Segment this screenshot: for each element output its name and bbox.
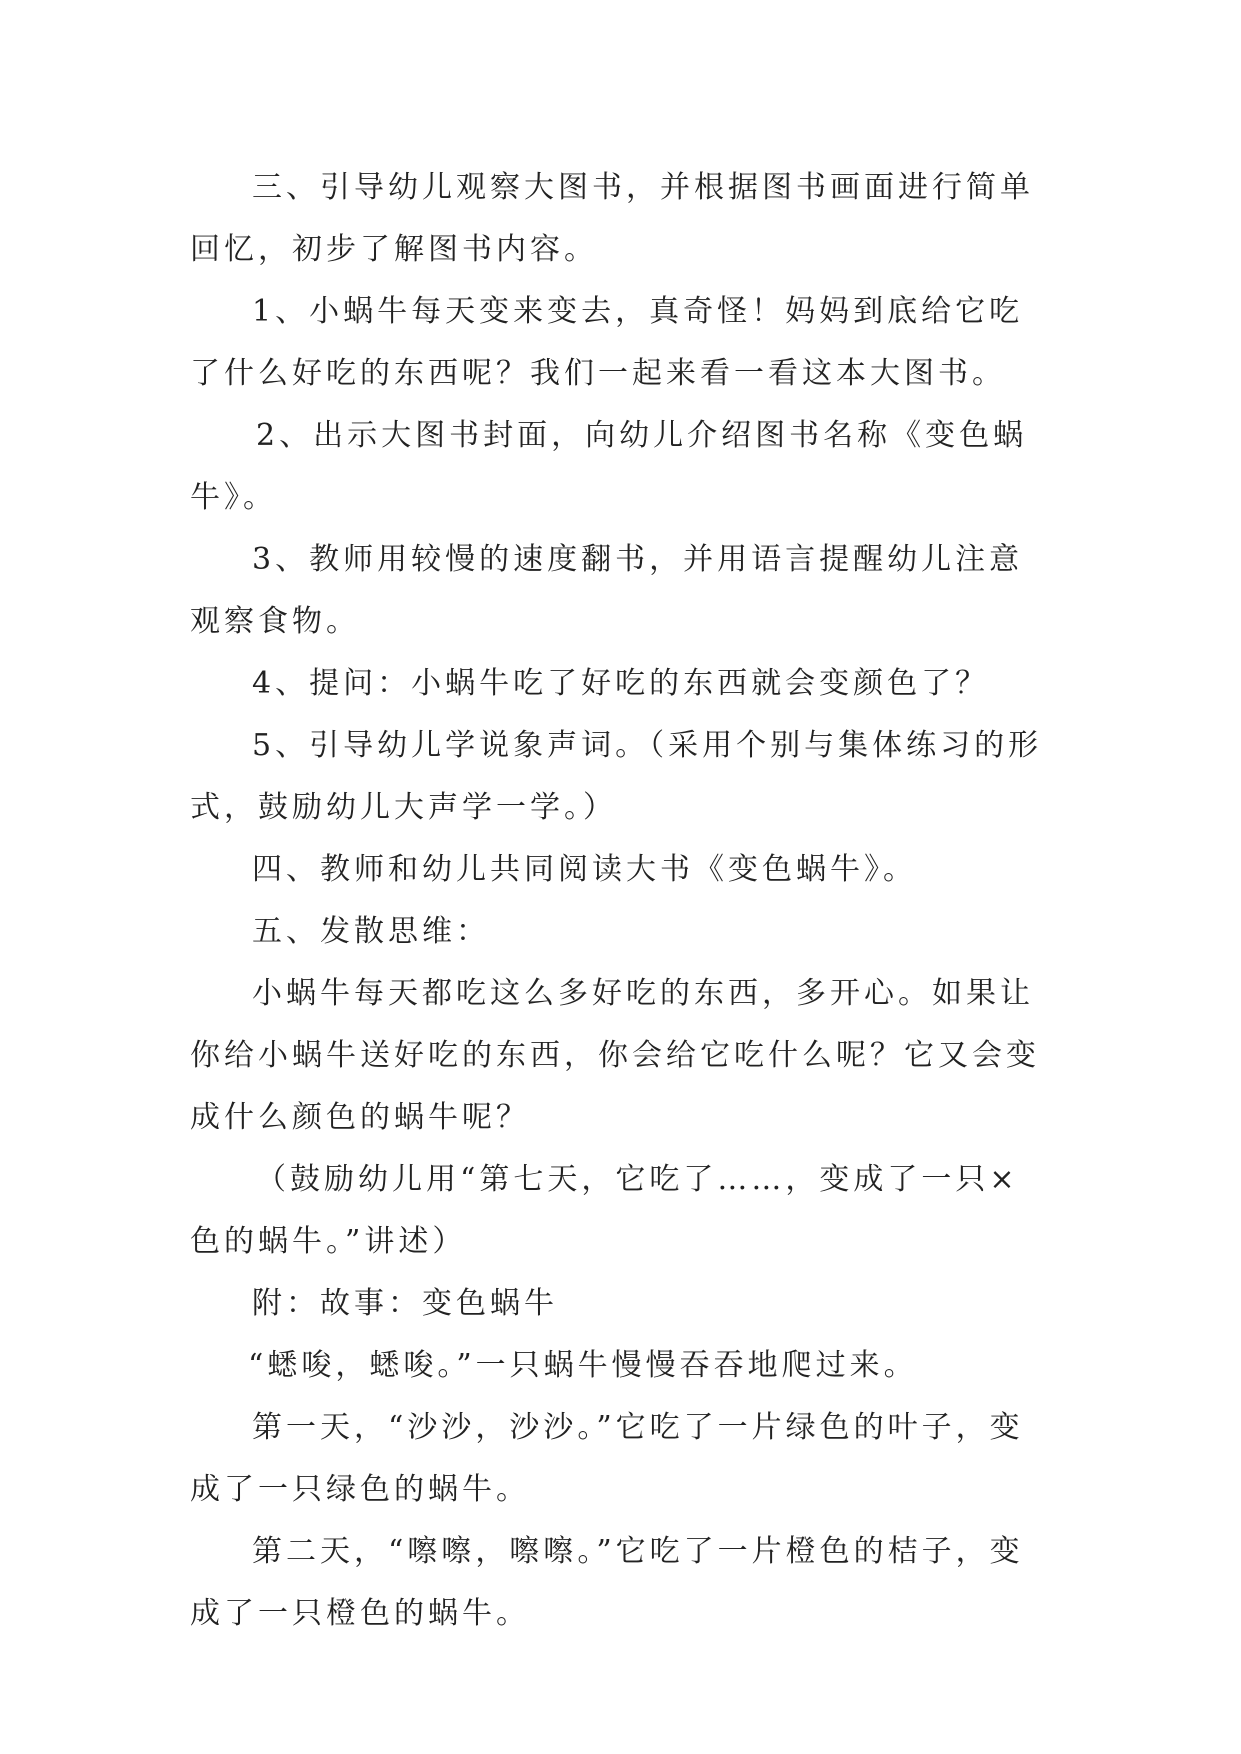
paragraph-story-day-one: 第一天，“沙沙，沙沙。”它吃了一片绿色的叶子，变成了一只绿色的蜗牛。 bbox=[190, 1410, 1024, 1507]
paragraph-step-1: 1、小蜗牛每天变来变去，真奇怪！妈妈到底给它吃了什么好吃的东西呢？我们一起来看一看这本大图书。 bbox=[190, 294, 1024, 391]
paragraph-section-four: 四、教师和幼儿共同阅读大书《变色蜗牛》。 bbox=[252, 852, 917, 887]
paragraph-step-5: 5、引导幼儿学说象声词。（采用个别与集体练习的形式，鼓励幼儿大声学一学。） bbox=[190, 728, 1043, 825]
paragraph-encouragement: （鼓励幼儿用“第七天，它吃了……，变成了一只×色的蜗牛。”讲述） bbox=[190, 1162, 1019, 1259]
paragraph-section-five: 五、发散思维： bbox=[252, 914, 490, 949]
paragraph-story-opening: “蟋唆，蟋唆。”一只蜗牛慢慢吞吞地爬过来。 bbox=[248, 1348, 918, 1383]
document-body bbox=[190, 157, 1050, 1645]
paragraph-step-4: 4、提问：小蜗牛吃了好吃的东西就会变颜色了？ bbox=[252, 666, 990, 701]
paragraph-divergent-question: 小蜗牛每天都吃这么多好吃的东西，多开心。如果让你给小蜗牛送好吃的东西，你会给它吃什么呢？它又会变成什么颜色的蜗牛呢？ bbox=[190, 976, 1040, 1135]
paragraph-story-day-two: 第二天，“嚓嚓，嚓嚓。”它吃了一片橙色的桔子，变成了一只橙色的蜗牛。 bbox=[190, 1534, 1024, 1631]
paragraph-appendix-title: 附：故事：变色蜗牛 bbox=[252, 1286, 558, 1321]
paragraph-step-2: 2、出示大图书封面，向幼儿介绍图书名称《变色蜗牛》。 bbox=[190, 418, 1028, 515]
paragraph-section-three: 三、引导幼儿观察大图书，并根据图书画面进行简单回忆，初步了解图书内容。 bbox=[190, 170, 1034, 267]
paragraph-step-3: 3、教师用较慢的速度翻书，并用语言提醒幼儿注意观察食物。 bbox=[190, 542, 1024, 639]
